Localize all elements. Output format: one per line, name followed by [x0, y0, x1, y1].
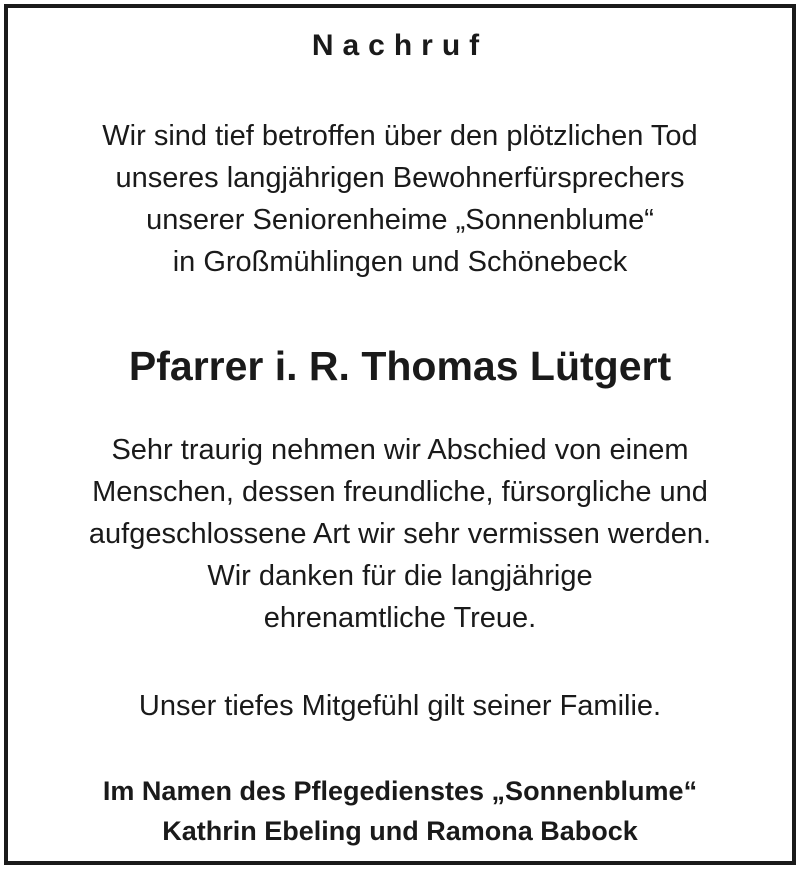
- signature-block: [8, 771, 792, 851]
- farewell-line: Menschen, dessen freundliche, fürsorgliche und: [92, 476, 708, 508]
- intro-line: unseres langjährigen Bewohnerfürsprechers: [115, 162, 685, 194]
- farewell-line: Wir danken für die langjährige: [207, 560, 593, 592]
- intro-line: in Großmühlingen und Schönebeck: [172, 246, 628, 278]
- farewell-line: aufgeschlossene Art wir sehr vermissen werden.: [88, 518, 712, 550]
- farewell-paragraph: [8, 429, 792, 639]
- obituary-heading: Nachruf: [311, 29, 489, 62]
- intro-line: unserer Seniorenheime „Sonnenblume“: [146, 204, 654, 236]
- deceased-name: Pfarrer i. R. Thomas Lütgert: [128, 343, 672, 389]
- sympathy-paragraph: [8, 685, 792, 727]
- farewell-line: Sehr traurig nehmen wir Abschied von einem: [111, 434, 689, 466]
- farewell-line: ehrenamtliche Treue.: [263, 602, 537, 634]
- sympathy-line: Unser tiefes Mitgefühl gilt seiner Familie.: [138, 690, 662, 722]
- intro-paragraph: [8, 115, 792, 283]
- intro-line: Wir sind tief betroffen über den plötzlichen Tod: [102, 120, 698, 152]
- signature-line: Im Namen des Pflegedienstes „Sonnenblume“: [102, 776, 698, 806]
- obituary-frame: [4, 4, 796, 865]
- signature-line: Kathrin Ebeling und Ramona Babock: [162, 816, 638, 846]
